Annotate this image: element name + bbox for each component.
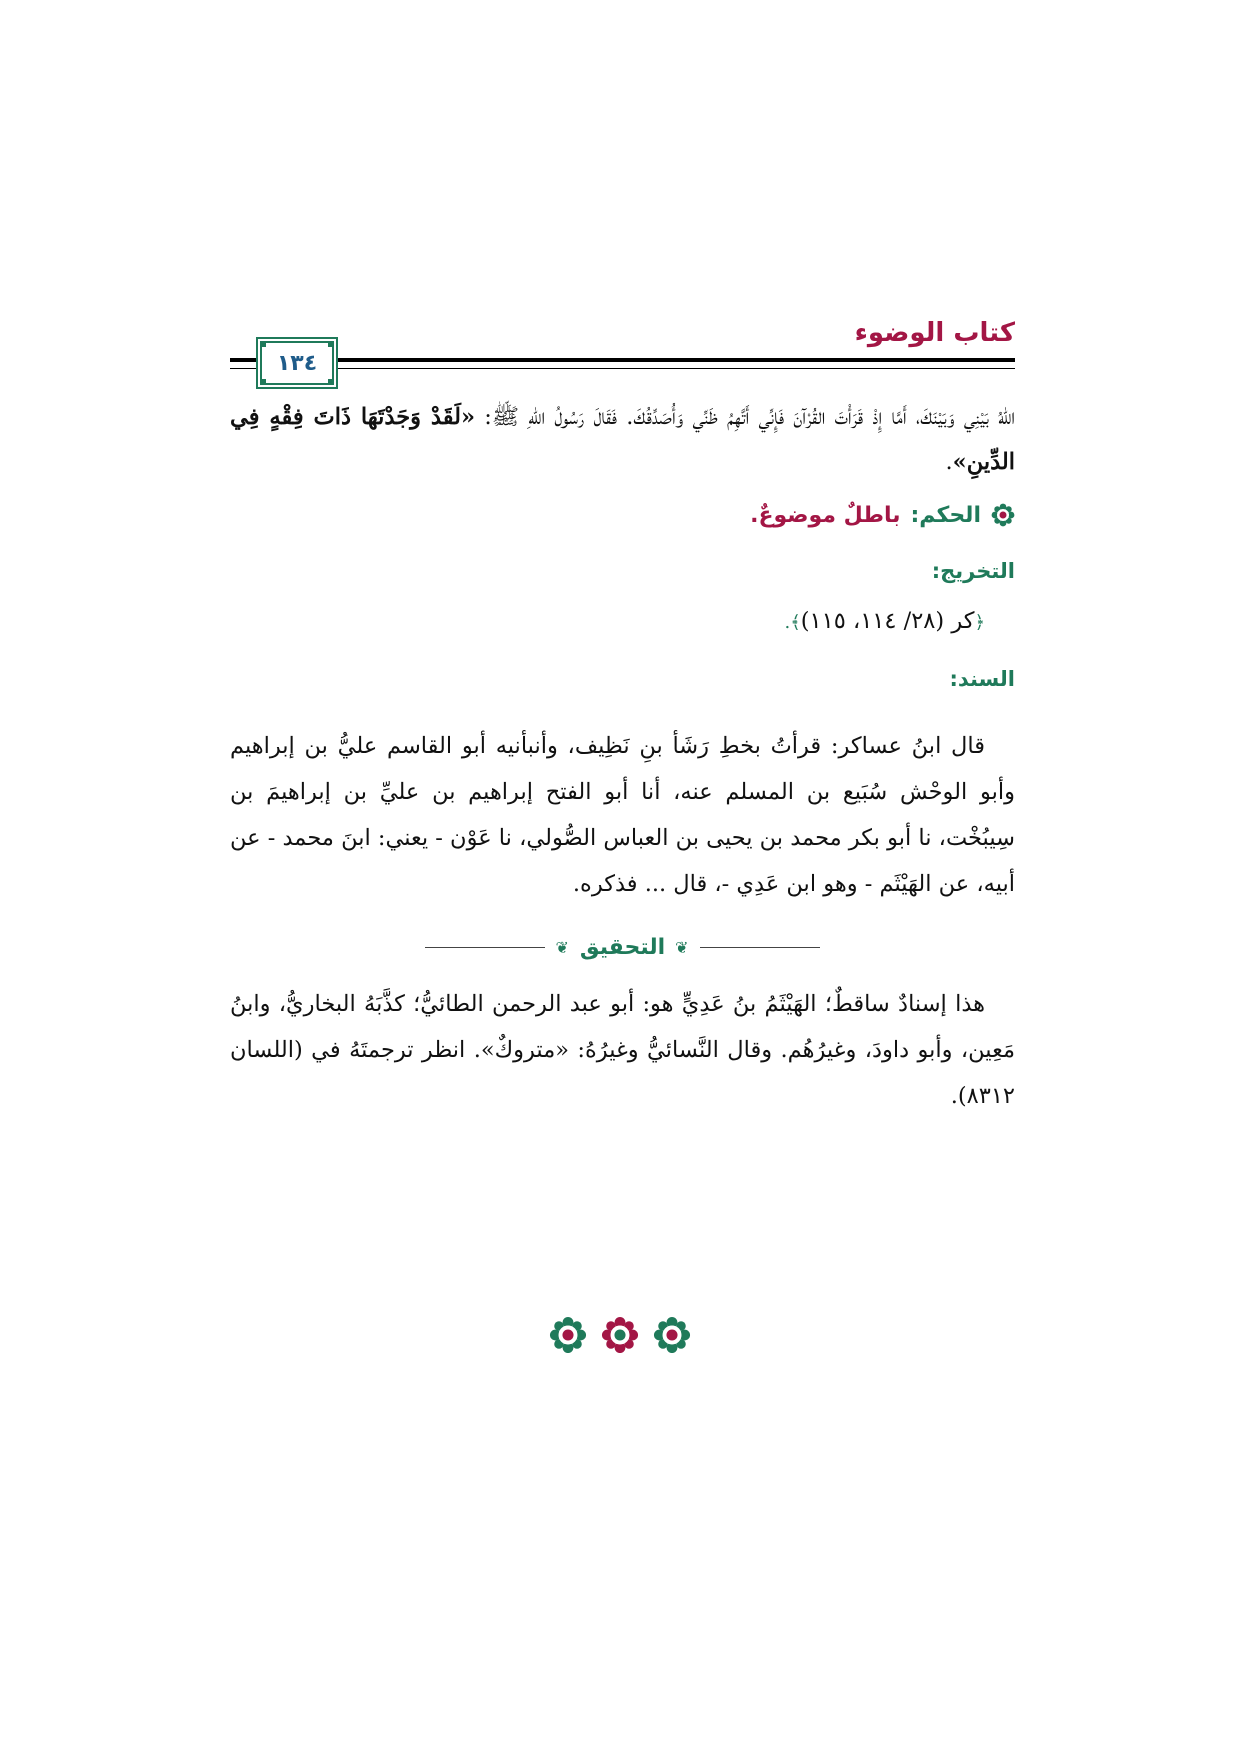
bracket-close: ﴾. (784, 612, 801, 633)
frame-corner (328, 341, 334, 347)
end-ornament (0, 1316, 1240, 1354)
ruling-value: باطلٌ موضوعٌ. (750, 502, 901, 528)
header-rule-thick (230, 358, 1015, 362)
book-title: كتاب الوضوء (854, 318, 1015, 348)
ruling-label: الحكم: (910, 502, 981, 528)
header-rule-thin (230, 368, 1015, 369)
takhrij-text: كر (٢٨/ ١١٤، ١١٥) (800, 608, 975, 634)
flower-ornament-icon (601, 1316, 639, 1354)
page-header (230, 318, 1015, 388)
sanad-label: السند: (949, 667, 1015, 691)
takhrij-label: التخريج: (931, 559, 1015, 583)
flower-ornament-icon (991, 503, 1015, 527)
tahqiq-divider (230, 929, 1015, 965)
divider-line (700, 947, 820, 948)
frame-corner (260, 379, 266, 385)
intro-end: . (945, 449, 953, 475)
divider-ornament-icon: ❦ (675, 937, 690, 957)
divider-ornament-icon: ❦ (555, 937, 570, 957)
frame-corner (260, 341, 266, 347)
page-number-frame (260, 341, 334, 385)
ruling-line (230, 491, 1015, 539)
flower-ornament-icon (549, 1316, 587, 1354)
divider-line (425, 947, 545, 948)
page-number: ١٣٤ (276, 350, 318, 376)
takhrij-line (230, 595, 985, 647)
tahqiq-title: التحقيق (579, 934, 666, 960)
isnad-paragraph: قال ابنُ عساكر: قرأتُ بخطِ رَشَأ بنِ نَظِيف، وأنبأنيه أبو القاسم عليُّ بن إبراهيم وأبو الوحْش سُبَيع بن المسلم عنه، أنا أبو الفتح إبراهيم بن عليِّ بن إبراهيمَ بن سِيبُخْت، نا أبو بكر محمد بن يحيى بن العباس الصُّولي، نا عَوْن - يعني: ابنَ محمد - عن أبيه، عن الهَيْثَم - وهو ابن عَدِي -، قال ... فذكره. (230, 733, 1015, 897)
flower-ornament-icon (653, 1316, 691, 1354)
intro-text: اللهُ بَيْنِي وَبَيْنَكَ، أَمَّا إِذْ قَرَأْتَ القُرْآنَ فَإِنِّي أَتَّهِمُ ظَنِّي وَأُصَدِّقُكَ. فَقَالَ رَسُولُ اللهِ ﷺ: (475, 404, 1015, 430)
frame-corner (328, 379, 334, 385)
intro-paragraph (230, 395, 1015, 485)
hadith-quote: «لَقَدْ وَجَدْتَهَا ذَاتَ فِقْهٍ فِي الدِّينِ» (230, 404, 1015, 475)
page-content (230, 395, 1015, 1119)
tahqiq-paragraph: هذا إسنادٌ ساقطٌ؛ الهَيْثَمُ بنُ عَدِيٍّ هو: أبو عبد الرحمن الطائيُّ؛ كذَّبَهُ البخاريُّ، وابنُ مَعِين، وأبو داودَ، وغيرُهُم. وقال النَّسائيُّ وغيرُهُ: «متروكٌ». انظر ترجمتَهُ في (اللسان ٨٣١٢). (230, 991, 1015, 1109)
bracket-open: ﴿ (974, 612, 985, 633)
